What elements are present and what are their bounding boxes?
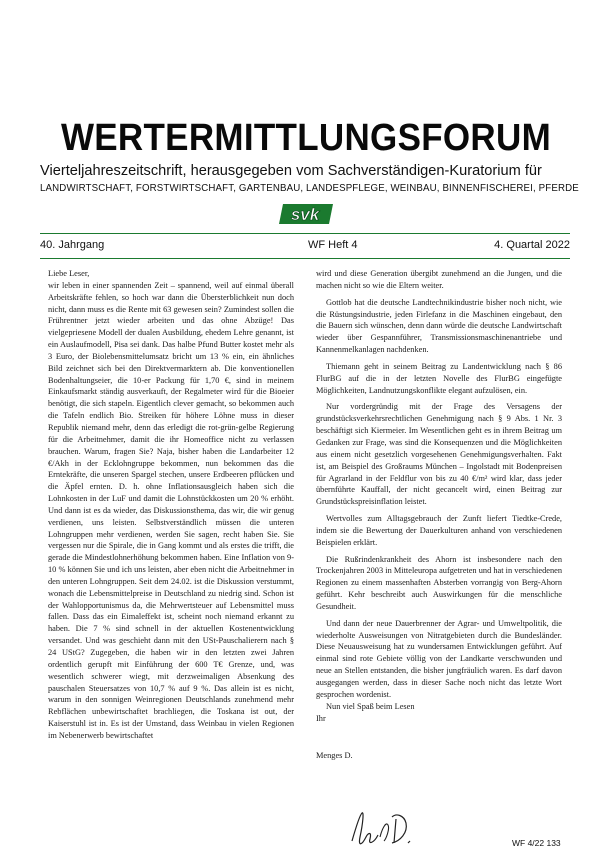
journal-subtitle: Vierteljahreszeitschrift, herausgegeben vom Sachverständigen-Kuratorium für <box>40 163 542 179</box>
svg-text:svk: svk <box>290 205 320 224</box>
editorial-paragraph: Die Rußrindenkrankheit des Ahorn ist insbesondere nach den Trockenjahren 2003 in Mitteleuropa aufgetreten und hat in verschiedenen Regionen zu einem massenhaften Absterben vorrangig von Berg-Ahorn geführt. Kehr beschreibt auch Auswirkungen für die menschliche Gesundheit. <box>316 554 562 611</box>
svk-logo <box>279 201 335 227</box>
closing-line: Nun viel Spaß beim Lesen <box>326 701 415 711</box>
journal-categories: LANDWIRTSCHAFT, FORSTWIRTSCHAFT, GARTENBAU, LANDESPFLEGE, WEINBAU, BINNENFISCHEREI, PFERDE <box>40 183 579 194</box>
salutation: Liebe Leser, <box>48 269 90 278</box>
header-rule-bottom <box>40 258 570 259</box>
issue-label: WF Heft 4 <box>308 239 358 251</box>
quarter-label: 4. Quartal 2022 <box>494 239 570 251</box>
volume-label: 40. Jahrgang <box>40 239 105 251</box>
header-rule-top <box>40 233 570 234</box>
editorial-paragraph: wird und diese Generation übergibt zunehmend an die Jungen, und die machen nicht so wie die Eltern weiter. <box>316 269 562 290</box>
editorial-paragraph: Gottlob hat die deutsche Landtechnikindustrie bisher noch nicht, wie die Rüstungsindustrie, jeden Firlefanz in die Maschinen eingebaut, den die Bauern sich wünschen, denn dann würde die deutsche Landwirtschaft wieder über Gespannführer, Transmissionsmaschinenantriebe und Kannenmelkanlagen nachdenken. <box>316 297 562 355</box>
editorial-paragraph: wir leben in einer spannenden Zeit – spannend, weil auf einmal überall Arbeitskräfte fehlen, so hoch war dann die Übersterblichkeit nun doch nicht, dann muss es die Rente mit 63 gewesen sein? Zumindest sollen die Frührentner jetzt wieder arbeiten und das ohne Abzüge! Das vielgepriesene Modell der dualen Ausbildung, ehedem Lehre genannt, ist ein Auslaufmodell, Pisa sei dank. Das halbe Pfund Butter kostet mehr als 3 Euro, der Biolebensmittelumsatz bricht um 13 % ein, ein ähnliches Bild zeichnet sich bei den Direktvermarktern ab. Die konventionellen Bodenhaltungseier, die 10-er Packung für 1,70 €, sind in meinem Einkaufsmarkt ständig ausverkauft, der Regalmeter wird für die Bioeier benötigt, die sich stapeln. Eigentlich clever gemacht, so bekommen auch die Tafeln endlich Bio. Streiken für höhere Löhne muss in dieser Republik niemand mehr, denn das erledigt die rot-grün-gelbe Regierung für die Arbeitnehmer, damit die ihr Homeoffice nicht zu verlassen brauchen. Warum, fragen Sie? Naja, bisher haben die Landarbeiter 12 €/Akh in der Ecklohngruppe bekommen, nun bekommen das die Erntekräfte, die unseren Spargel stechen, unsere Erdbeeren pflücken und die Äpfel ernten. D. h. ohne Inflationsausgleich haben sich die Lohnkosten in der LuF und damit die Lohnstückkosten um 20 % erhöht. Und dann ist es da wieder, das Diskussionsthema, das wir, die wir genug verdienen, uns leisten. Selbstverständlich müssen die unteren Lohngruppen mehr verdienen, werden Sie sagen, recht haben Sie. Sie vergessen nur die Spirale, die in Gang kommt und als erstes die trifft, die gerade die Mindestlohnerhöhung bekommen haben. Eine Inflation von 9-10 % können Sie und ich uns leisten, aber eben nicht die Arbeitnehmer in den unteren Lohngruppen. Seit dem 24.02. ist die Diskussion verstummt, wonach die Lebensmittelpreise in Deutschland zu niedrig sind. Schon ist der Wahlopportunismus da, die Mehrwertsteuer auf Lebensmittel muss fallen. Dass das ein Eimaleffekt ist, scheint noch niemand erkannt zu haben. Die 7 % sind schnell in der aktuellen Kostenentwicklung versandet. Und was geschieht dann mit den USt-Pauschalierern nach § 24 UStG? Zugegeben, die haben wir in den letzten zwei Jahren ordentlich gerupft mit Einführung der 600 T€ Grenze, und, was wesentlich schwerer wiegt, mit derzweimaligen Absenkung des pauschalen Steuersatzes von 10,7 % auf 9 %. Das allein ist es nicht, warum in den sonnigen Weinregionen Deutschlands zunehmend mehr Rebflächen unbewirtschaftet brachliegen, die Toskana ist out, der Kaiserstuhl ist in. Es ist der Umstand, dass Weinbau in vielen Regionen im Nebenerwerb bewirtschaftet <box>48 280 294 740</box>
editorial-paragraph: Thiemann geht in seinem Beitrag zu Landentwicklung nach § 86 FlurBG auf die in der letzten Novelle des FlurBG eingefügte Möglichkeiten, Landnutzungskonflikte elegant aufzulösen, ein. <box>316 361 562 395</box>
closing-ihr: Ihr <box>316 713 326 723</box>
editorial-paragraph: Und dann der neue Dauerbrenner der Agrar- und Umweltpolitik, die wiederholte Ausweisungen von Nitratgebieten durch die Bundesländer. Diese Neuausweisung hat zu wundersamen Entwicklungen geführt. Auf einmal sind rote Gebiete völlig von der Landkarte verschwunden und neue an Stellen entstanden, die bisher jungfräulich waren. Es darf davon ausgegangen werden, dass in dieser Sache noch nicht das letzte Wort gesprochen wordenist. <box>316 618 562 699</box>
journal-title: WERTERMITTLUNGSFORUM <box>60 116 552 159</box>
editorial-column-left <box>48 268 294 742</box>
editorial-column-right <box>316 268 562 762</box>
signer-name: Menges D. <box>316 751 353 761</box>
page-folio: WF 4/22 133 <box>512 838 561 848</box>
handwritten-signature <box>346 807 428 855</box>
editorial-paragraph: Wertvolles zum Alltagsgebrauch der Zunft liefert Tiedtke-Crede, indem sie die Bewertung der Dauerkulturen anhand von verschiedenen Beispielen erklärt. <box>316 514 562 547</box>
issue-bar <box>40 238 570 254</box>
editorial-paragraph: Nur vordergründig mit der Frage des Versagens der grundstücksverkehrsrechtlichen Genehmigung nach § 9 Abs. 1 Nr. 3 beschäftigt sich Kiermeier. Im Wesentlichen geht es in ihrem Beitrag um Gedanken zur Frage, was sind die Konsequenzen und die Möglichkeiten aus einem nicht gesetzlich vorgesehenen Genehmigungsverhalten. Fakt ist, am Beispiel des Großraums München – Ingolstadt mit Bodenpreisen für Agrarland in der Feldflur von bis zu 40 €/m² wird klar, dass jeder übernführte Kauffall, der nicht gecancelt wird, einen Beitrag zur Grundstückspreisinflation leistet. <box>316 402 562 507</box>
